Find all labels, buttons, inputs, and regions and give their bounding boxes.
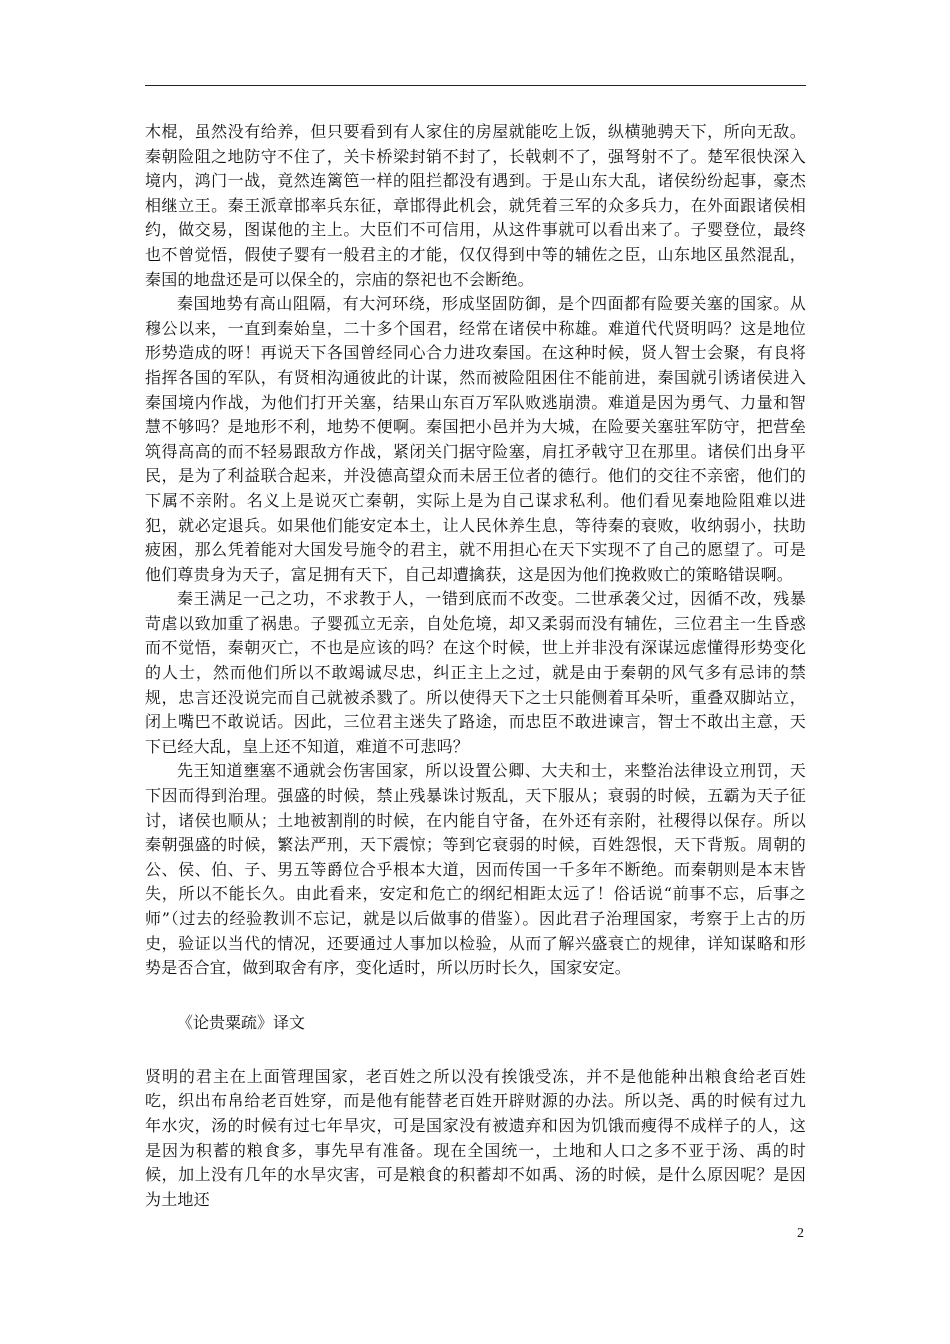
paragraph-2: 秦国地势有高山阻隔，有大河环绕，形成坚固防御，是个四面都有险要关塞的国家。从穆公以来，一直到秦始皇，二十多个国君，经常在诸侯中称雄。难道代代贤明吗？这是地位形势造成的呀！再说天下各国曾经同心合力进攻秦国。在这种时候，贤人智士会聚，有良将指挥各国的军队，有贤相沟通彼此的计谋，然而被险阻困住不能前进，秦国就引诱诸侯进入秦国境内作战，为他们打开关塞，结果山东百万军队败逃崩溃。难道是因为勇气、力量和智慧不够吗？是地形不利，地势不便啊。秦国把小邑并为大城，在险要关塞驻军防守，把营垒筑得高高的而不轻易跟敌方作战，紧闭关门据守险塞，肩扛矛戟守卫在那里。诸侯们出身平民，是为了利益联合起来，并没德高望众而未居王位者的德行。他们的交往不亲密，他们的下属不亲附。名义上是说灭亡秦朝，实际上是为自己谋求私利。他们看见秦地险阻难以进犯，就必定退兵。如果他们能安定本土，让人民休养生息，等待秦的衰败，收纳弱小，扶助疲困，那么凭着能对大国发号施令的君主，就不用担心在天下实现不了自己的愿望了。可是他们尊贵身为天子，富足拥有天下，自己却遭擒获，这是因为他们挽救败亡的策略错误啊。 bbox=[145, 294, 806, 584]
paragraph-4: 先王知道壅塞不通就会伤害国家，所以设置公卿、大夫和士，来整治法律设立刑罚，天下因而得到治理。强盛的时候，禁止残暴诛讨叛乱，天下服从；衰弱的时候，五霸为天子征讨，诸侯也顺从；土地被割削的时候，在内能自守备，在外还有亲附，社稷得以保存。所以秦朝强盛的时候，繁法严刑，天下震惊；等到它衰弱的时候，百姓怨恨，天下背叛。周朝的公、侯、伯、子、男五等爵位合乎根本大道，因而传国一千多年不断绝。而秦朝则是本末皆失，所以不能长久。由此看来，安定和危亡的纲纪相距太远了！俗话说“前事不忘，后事之师”（过去的经验教训不忘记，就是以后做事的借鉴）。因此君子治理国家，考察于上古的历史，验证以当代的情况，还要通过人事加以检验，从而了解兴盛衰亡的规律，详知谋略和形势是否合宜，做到取舍有序，变化适时，所以历时长久，国家安定。 bbox=[145, 761, 806, 978]
section-title: 《论贵粟疏》译文 bbox=[177, 1012, 306, 1032]
page-number: 2 bbox=[797, 1226, 804, 1241]
paragraph-5: 贤明的君主在上面管理国家，老百姓之所以没有挨饿受冻，并不是他能种出粮食给老百姓吃，织出布帛给老百姓穿，而是他有能替老百姓开辟财源的办法。所以尧、禹的时候有过九年水灾，汤的时候有过七年旱灾，可是国家没有被遗弃和因为饥饿而瘦得不成样子的人，这是因为积蓄的粮食多，事先早有准备。现在全国统一，土地和人口之多不亚于汤、禹的时候，加上没有几年的水旱灾害，可是粮食的积蓄却不如禹、汤的时候，是什么原因呢？是因为土地还 bbox=[145, 1066, 806, 1209]
paragraph-1: 木棍，虽然没有给养，但只要看到有人家住的房屋就能吃上饭，纵横驰骋天下，所向无敌。秦朝险阻之地防守不住了，关卡桥梁封销不封了，长戟刺不了，强弩射不了。楚军很快深入境内，鸿门一战，竟然连篱笆一样的阻拦都没有遇到。于是山东大乱，诸侯纷纷起事，豪杰相继立王。秦王派章邯率兵东征，章邯得此机会，就凭着三军的众多兵力，在外面跟诸侯相约，做交易，图谋他的主上。大臣们不可信用，从这件事就可以看出来了。子婴登位，最终也不曾觉悟，假使子婴有一般君主的才能，仅仅得到中等的辅佐之臣，山东地区虽然混乱，秦国的地盘还是可以保全的，宗庙的祭祀也不会断绝。 bbox=[145, 122, 806, 289]
header-rule bbox=[145, 85, 806, 86]
document-body bbox=[145, 120, 806, 1212]
paragraph-3: 秦王满足一己之功，不求教于人，一错到底而不改变。二世承袭父过，因循不改，残暴苛虐以致加重了祸患。子婴孤立无亲，自处危境，却又柔弱而没有辅佐，三位君主一生昏惑而不觉悟，秦朝灭亡，不也是应该的吗？在这个时候，世上并非没有深谋远虑懂得形势变化的人士，然而他们所以不敢竭诚尽忠，纠正主上之过，就是由于秦朝的风气多有忌讳的禁规，忠言还没说完而自己就被杀戮了。所以使得天下之士只能侧着耳朵听，重叠双脚站立，闭上嘴巴不敢说话。因此，三位君主迷失了路途，而忠臣不敢进谏言，智士不敢出主意，天下已经大乱，皇上还不知道，难道不可悲吗？ bbox=[145, 589, 806, 756]
